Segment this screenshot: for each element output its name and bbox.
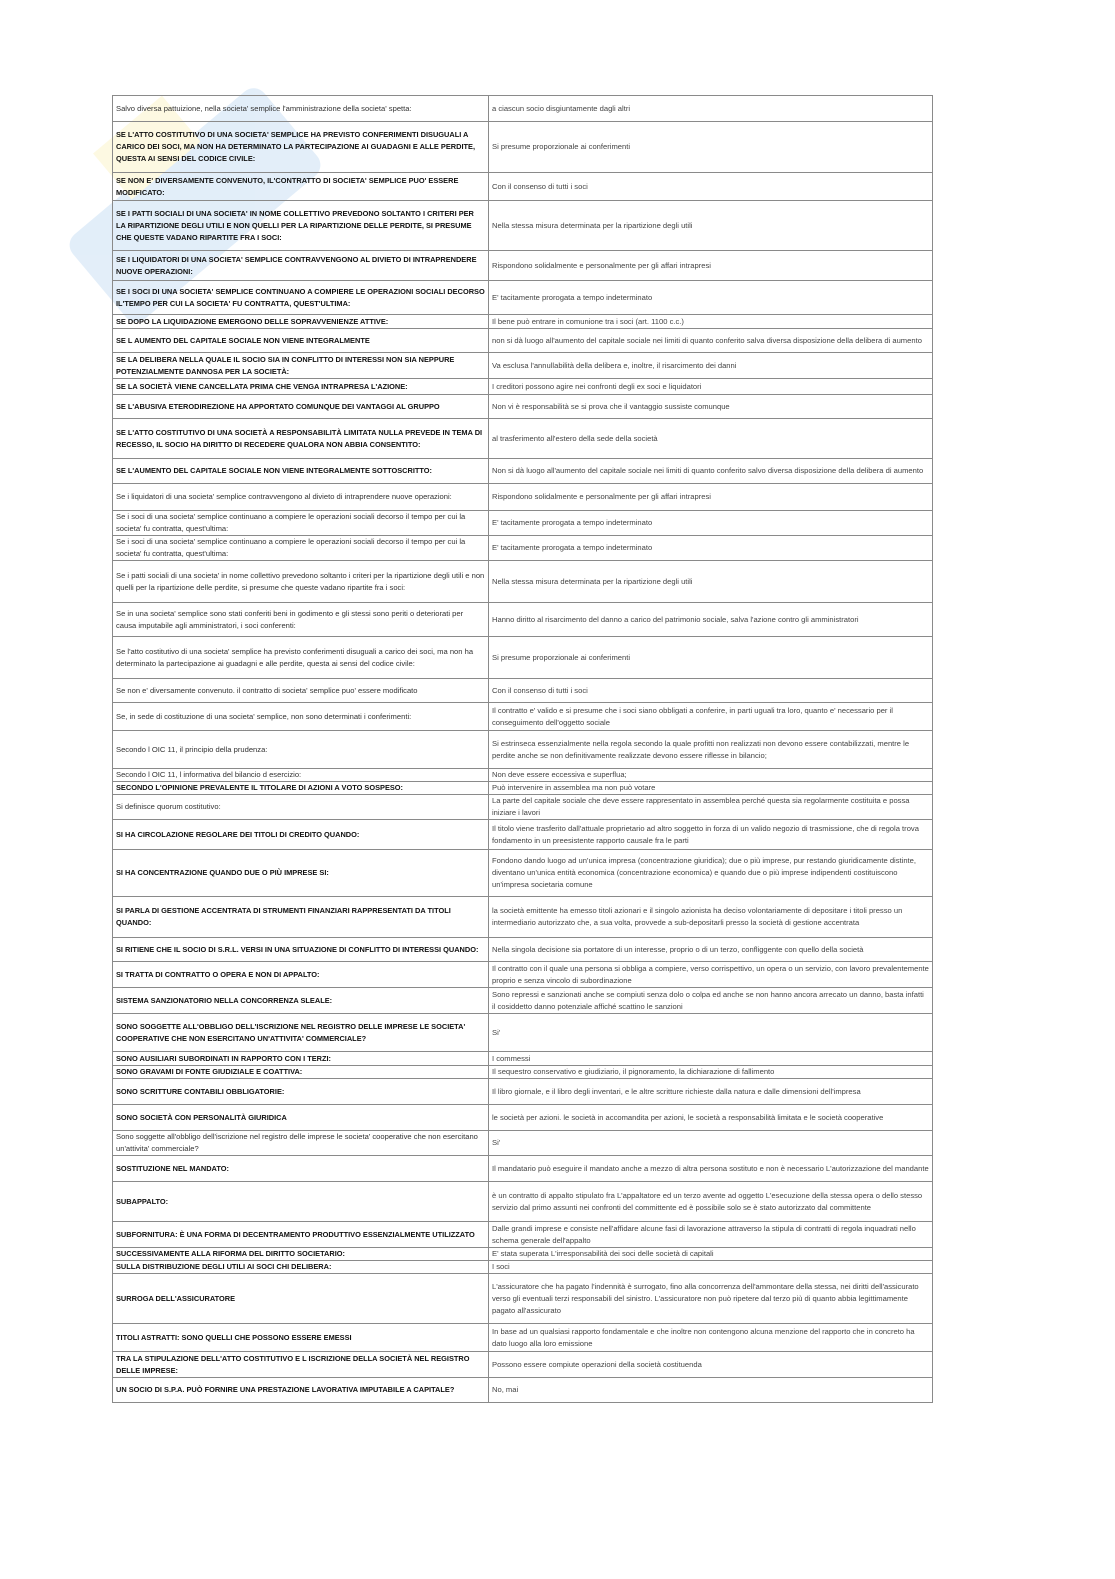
answer-cell: Nella stessa misura determinata per la ripartizione degli utili xyxy=(489,201,933,251)
question-cell: SE I PATTI SOCIALI DI UNA SOCIETA' IN NOME COLLETTIVO PREVEDONO SOLTANTO I CRITERI PER LA RIPARTIZIONE DEGLI UTILI E NON QUELLI PER LA RIPARTIZIONE DELLE PERDITE, SI PRESUME CHE QUESTE VADANO RIPARTITE FRA I SOCI: xyxy=(113,201,489,251)
answer-cell: Si presume proporzionale ai conferimenti xyxy=(489,122,933,173)
table-row xyxy=(113,850,933,897)
answer-cell: Rispondono solidalmente e personalmente per gli affari intrapresi xyxy=(489,251,933,281)
answer-cell: Non vi è responsabilità se si prova che il vantaggio sussiste comunque xyxy=(489,395,933,419)
answer-cell: In base ad un qualsiasi rapporto fondamentale e che inoltre non contengono alcuna menzione del rapporto che in concreto ha dato luogo alla loro emissione xyxy=(489,1324,933,1352)
table-row xyxy=(113,679,933,703)
question-cell: SE L'ABUSIVA ETERODIREZIONE HA APPORTATO COMUNQUE DEI VANTAGGI AL GRUPPO xyxy=(113,395,489,419)
question-cell: Si definisce quorum costitutivo: xyxy=(113,795,489,820)
answer-cell: E' tacitamente prorogata a tempo indeterminato xyxy=(489,536,933,561)
question-cell: SE L'AUMENTO DEL CAPITALE SOCIALE NON VIENE INTEGRALMENTE SOTTOSCRITTO: xyxy=(113,459,489,484)
answer-cell: le società per azioni. le società in accomandita per azioni, le società a responsabilità limitata e le società cooperative xyxy=(489,1105,933,1131)
answer-cell: La parte del capitale sociale che deve essere rappresentato in assemblea perché questa sia regolarmente costituita e possa iniziare i lavori xyxy=(489,795,933,820)
table-row xyxy=(113,1079,933,1105)
answer-cell: L'assicuratore che ha pagato l'indennità è surrogato, fino alla concorrenza dell'ammontare della stessa, nei diritti dell'assicurato verso gli eventuali terzi responsabili del sinistro. L'assicuratore non può ripetere dal terzo più di quanto abbia legittimamente pagato all'assicurato xyxy=(489,1274,933,1324)
answer-cell: Non si dà luogo all'aumento del capitale sociale nei limiti di quanto conferito salvo diversa disposizione della delibera di aumento xyxy=(489,459,933,484)
table-row xyxy=(113,1324,933,1352)
table-row xyxy=(113,419,933,459)
table-row xyxy=(113,379,933,395)
question-cell: SE L'ATTO COSTITUTIVO DI UNA SOCIETÀ A RESPONSABILITÀ LIMITATA NULLA PREVEDE IN TEMA DI RECESSO, IL SOCIO HA DIRITTO DI RECEDERE QUALORA NON ABBIA CONSENTITO: xyxy=(113,419,489,459)
question-cell: Se in una societa' semplice sono stati conferiti beni in godimento e gli stessi sono periti o deteriorati per causa imputabile agli amministratori, i soci conferenti: xyxy=(113,603,489,637)
answer-cell: I commessi xyxy=(489,1052,933,1066)
table-row xyxy=(113,122,933,173)
answer-cell: a ciascun socio disgiuntamente dagli altri xyxy=(489,96,933,122)
table-row xyxy=(113,511,933,536)
answer-cell: Con il consenso di tutti i soci xyxy=(489,679,933,703)
question-cell: SONO SOCIETÀ CON PERSONALITÀ GIURIDICA xyxy=(113,1105,489,1131)
table-row xyxy=(113,1052,933,1066)
table-row xyxy=(113,769,933,782)
table-row xyxy=(113,603,933,637)
question-cell: SE L'ATTO COSTITUTIVO DI UNA SOCIETA' SEMPLICE HA PREVISTO CONFERIMENTI DISUGUALI A CARICO DEI SOCI, MA NON HA DETERMINATO LA PARTECIPAZIONE AI GUADAGNI E ALLE PERDITE, QUESTA AI SENSI DEL CODICE CIVILE: xyxy=(113,122,489,173)
qa-table-body xyxy=(113,96,933,1403)
table-row xyxy=(113,1105,933,1131)
answer-cell: la società emittente ha emesso titoli azionari e il singolo azionista ha deciso volontariamente di depositare i titoli presso un intermediario autorizzato che, a sua volta, provvede a sub-depositarli presso la società di gestione accentrata xyxy=(489,897,933,938)
answer-cell: Il bene può entrare in comunione tra i soci (art. 1100 c.c.) xyxy=(489,315,933,329)
table-row xyxy=(113,988,933,1014)
table-row xyxy=(113,281,933,315)
table-row xyxy=(113,897,933,938)
question-cell: SURROGA DELL'ASSICURATORE xyxy=(113,1274,489,1324)
answer-cell: E' stata superata L'irresponsabilità dei soci delle società di capitali xyxy=(489,1248,933,1261)
table-row xyxy=(113,1248,933,1261)
question-cell: SE LA DELIBERA NELLA QUALE IL SOCIO SIA IN CONFLITTO DI INTERESSI NON SIA NEPPURE POTENZIALMENTE DANNOSA PER LA SOCIETÀ: xyxy=(113,353,489,379)
answer-cell: Va esclusa l'annullabilità della delibera e, inoltre, il risarcimento dei danni xyxy=(489,353,933,379)
answer-cell: I soci xyxy=(489,1261,933,1274)
table-row xyxy=(113,962,933,988)
table-row xyxy=(113,329,933,353)
table-row xyxy=(113,1378,933,1403)
answer-cell: al trasferimento all'estero della sede della società xyxy=(489,419,933,459)
answer-cell: Il sequestro conservativo e giudiziario, il pignoramento, la dichiarazione di fallimento xyxy=(489,1066,933,1079)
answer-cell: Fondono dando luogo ad un'unica impresa (concentrazione giuridica); due o più imprese, pur restando giuridicamente distinte, diventano un'unica entità economica (concentrazione economica) e quando due o più imprese indipendenti costituiscono un'impresa societaria comune xyxy=(489,850,933,897)
table-row xyxy=(113,96,933,122)
question-cell: SI RITIENE CHE IL SOCIO DI S.R.L. VERSI IN UNA SITUAZIONE DI CONFLITTO DI INTERESSI QUANDO: xyxy=(113,938,489,962)
question-cell: Se i patti sociali di una societa' in nome collettivo prevedono soltanto i criteri per la ripartizione degli utili e non quelli per la ripartizione delle perdite, si presume che queste vadano ripartite fra i soci: xyxy=(113,561,489,603)
table-row xyxy=(113,173,933,201)
table-row xyxy=(113,820,933,850)
question-cell: Se non e' diversamente convenuto. il contratto di societa' semplice puo' essere modificato xyxy=(113,679,489,703)
question-cell: SONO GRAVAMI DI FONTE GIUDIZIALE E COATTIVA: xyxy=(113,1066,489,1079)
question-cell: UN SOCIO DI S.P.A. PUÒ FORNIRE UNA PRESTAZIONE LAVORATIVA IMPUTABILE A CAPITALE? xyxy=(113,1378,489,1403)
table-row xyxy=(113,1182,933,1222)
question-cell: Sono soggette all'obbligo dell'iscrizione nel registro delle imprese le societa' cooperative che non esercitano un'attivita' commerciale? xyxy=(113,1131,489,1156)
question-cell: Salvo diversa pattuizione, nella societa' semplice l'amministrazione della societa' spetta: xyxy=(113,96,489,122)
table-row xyxy=(113,315,933,329)
table-row xyxy=(113,1131,933,1156)
answer-cell: Il titolo viene trasferito dall'attuale proprietario ad altro soggetto in forza di un valido negozio di trasmissione, che di regola trova fondamento in un preesistente rapporto causale fra le parti xyxy=(489,820,933,850)
table-row xyxy=(113,637,933,679)
table-row xyxy=(113,795,933,820)
answer-cell: Rispondono solidalmente e personalmente per gli affari intrapresi xyxy=(489,484,933,511)
answer-cell: Si presume proporzionale ai conferimenti xyxy=(489,637,933,679)
qa-table xyxy=(112,95,933,1403)
question-cell: SONO AUSILIARI SUBORDINATI IN RAPPORTO CON I TERZI: xyxy=(113,1052,489,1066)
answer-cell: non si dà luogo all'aumento del capitale sociale nei limiti di quanto conferito salva diversa disposizione della delibera di aumento xyxy=(489,329,933,353)
question-cell: TRA LA STIPULAZIONE DELL'ATTO COSTITUTIVO E L ISCRIZIONE DELLA SOCIETÀ NEL REGISTRO DELLE IMPRESE: xyxy=(113,1352,489,1378)
question-cell: Se i soci di una societa' semplice continuano a compiere le operazioni sociali decorso il tempo per cui la societa' fu contratta, quest'ultima: xyxy=(113,511,489,536)
table-row xyxy=(113,561,933,603)
table-row xyxy=(113,459,933,484)
question-cell: SI HA CONCENTRAZIONE QUANDO DUE O PIÙ IMPRESE SI: xyxy=(113,850,489,897)
table-row xyxy=(113,782,933,795)
question-cell: Se l'atto costitutivo di una societa' semplice ha previsto conferimenti disuguali a carico dei soci, ma non ha determinato la partecipazione ai guadagni e alle perdite, questa ai sensi del codice civile: xyxy=(113,637,489,679)
question-cell: TITOLI ASTRATTI: SONO QUELLI CHE POSSONO ESSERE EMESSI xyxy=(113,1324,489,1352)
table-row xyxy=(113,353,933,379)
answer-cell: Nella stessa misura determinata per la ripartizione degli utili xyxy=(489,561,933,603)
answer-cell: Si estrinseca essenzialmente nella regola secondo la quale profitti non realizzati non devono essere contabilizzati, mentre le perdite anche se non definitivamente realizzate devono essere riflesse in bilancio; xyxy=(489,731,933,769)
question-cell: SOSTITUZIONE NEL MANDATO: xyxy=(113,1156,489,1182)
answer-cell: Il contratto con il quale una persona si obbliga a compiere, verso corrispettivo, un opera o un servizio, con lavoro prevalentemente proprio e senza vincolo di subordinazione xyxy=(489,962,933,988)
answer-cell: Possono essere compiute operazioni della società costituenda xyxy=(489,1352,933,1378)
question-cell: SI TRATTA DI CONTRATTO O OPERA E NON DI APPALTO: xyxy=(113,962,489,988)
answer-cell: Si' xyxy=(489,1131,933,1156)
table-row xyxy=(113,1352,933,1378)
question-cell: SUBAPPALTO: xyxy=(113,1182,489,1222)
answer-cell: E' tacitamente prorogata a tempo indeterminato xyxy=(489,511,933,536)
question-cell: Se, in sede di costituzione di una societa' semplice, non sono determinati i conferimenti: xyxy=(113,703,489,731)
question-cell: SUCCESSIVAMENTE ALLA RIFORMA DEL DIRITTO SOCIETARIO: xyxy=(113,1248,489,1261)
table-row xyxy=(113,201,933,251)
table-row xyxy=(113,1261,933,1274)
question-cell: Secondo l OIC 11, il principio della prudenza: xyxy=(113,731,489,769)
table-row xyxy=(113,536,933,561)
question-cell: SECONDO L'OPINIONE PREVALENTE IL TITOLARE DI AZIONI A VOTO SOSPESO: xyxy=(113,782,489,795)
question-cell: Se i soci di una societa' semplice continuano a compiere le operazioni sociali decorso il tempo per cui la societa' fu contratta, quest'ultima: xyxy=(113,536,489,561)
question-cell: SE DOPO LA LIQUIDAZIONE EMERGONO DELLE SOPRAVVENIENZE ATTIVE: xyxy=(113,315,489,329)
question-cell: SULLA DISTRIBUZIONE DEGLI UTILI AI SOCI CHI DELIBERA: xyxy=(113,1261,489,1274)
question-cell: SI PARLA DI GESTIONE ACCENTRATA DI STRUMENTI FINANZIARI RAPPRESENTATI DA TITOLI QUANDO: xyxy=(113,897,489,938)
question-cell: SE NON E' DIVERSAMENTE CONVENUTO, IL'CONTRATTO DI SOCIETA' SEMPLICE PUO' ESSERE MODIFICATO: xyxy=(113,173,489,201)
answer-cell: E' tacitamente prorogata a tempo indeterminato xyxy=(489,281,933,315)
answer-cell: Hanno diritto al risarcimento del danno a carico del patrimonio sociale, salva l'azione contro gli amministratori xyxy=(489,603,933,637)
question-cell: SE I SOCI DI UNA SOCIETA' SEMPLICE CONTINUANO A COMPIERE LE OPERAZIONI SOCIALI DECORSO IL'TEMPO PER CUI LA SOCIETA' FU CONTRATTA, QUEST'ULTIMA: xyxy=(113,281,489,315)
table-row xyxy=(113,395,933,419)
answer-cell: Sono repressi e sanzionati anche se compiuti senza dolo o colpa ed anche se non hanno ancora arrecato un danno, basta infatti il cosiddetto danno potenziale affiché scattino le sanzioni xyxy=(489,988,933,1014)
table-row xyxy=(113,1066,933,1079)
question-cell: SUBFORNITURA: È UNA FORMA DI DECENTRAMENTO PRODUTTIVO ESSENZIALMENTE UTILIZZATO xyxy=(113,1222,489,1248)
table-row xyxy=(113,1014,933,1052)
question-cell: Secondo l OIC 11, l informativa del bilancio d esercizio: xyxy=(113,769,489,782)
answer-cell: Il mandatario può eseguire il mandato anche a mezzo di altra persona sostituto e non è necessario L'autorizzazione del mandante xyxy=(489,1156,933,1182)
question-cell: SISTEMA SANZIONATORIO NELLA CONCORRENZA SLEALE: xyxy=(113,988,489,1014)
table-row xyxy=(113,703,933,731)
table-row xyxy=(113,1274,933,1324)
table-row xyxy=(113,484,933,511)
question-cell: Se i liquidatori di una societa' semplice contravvengono al divieto di intraprendere nuove operazioni: xyxy=(113,484,489,511)
answer-cell: Con il consenso di tutti i soci xyxy=(489,173,933,201)
answer-cell: I creditori possono agire nei confronti degli ex soci e liquidatori xyxy=(489,379,933,395)
question-cell: SE L AUMENTO DEL CAPITALE SOCIALE NON VIENE INTEGRALMENTE xyxy=(113,329,489,353)
table-row xyxy=(113,1156,933,1182)
answer-cell: No, mai xyxy=(489,1378,933,1403)
table-row xyxy=(113,731,933,769)
table-row xyxy=(113,251,933,281)
question-cell: SONO SCRITTURE CONTABILI OBBLIGATORIE: xyxy=(113,1079,489,1105)
answer-cell: Si' xyxy=(489,1014,933,1052)
answer-cell: è un contratto di appalto stipulato fra L'appaltatore ed un terzo avente ad oggetto L'esecuzione della stessa opera o dello stesso servizio dal primo assunti nei confronti del committente ed è possibile solo se è stato autorizzato dal committente xyxy=(489,1182,933,1222)
table-row xyxy=(113,938,933,962)
question-cell: SONO SOGGETTE ALL'OBBLIGO DELL'ISCRIZIONE NEL REGISTRO DELLE IMPRESE LE SOCIETA' COOPERATIVE CHE NON ESERCITANO UN'ATTIVITA' COMMERCIALE? xyxy=(113,1014,489,1052)
question-cell: SE LA SOCIETÀ VIENE CANCELLATA PRIMA CHE VENGA INTRAPRESA L'AZIONE: xyxy=(113,379,489,395)
answer-cell: Il contratto e' valido e si presume che i soci siano obbligati a conferire, in parti uguali tra loro, quanto e' necessario per il conseguimento dell'oggetto sociale xyxy=(489,703,933,731)
question-cell: SI HA CIRCOLAZIONE REGOLARE DEI TITOLI DI CREDITO QUANDO: xyxy=(113,820,489,850)
answer-cell: Può intervenire in assemblea ma non può votare xyxy=(489,782,933,795)
table-row xyxy=(113,1222,933,1248)
answer-cell: Non deve essere eccessiva e superflua; xyxy=(489,769,933,782)
question-cell: SE I LIQUIDATORI DI UNA SOCIETA' SEMPLICE CONTRAVVENGONO AL DIVIETO DI INTRAPRENDERE NUOVE OPERAZIONI: xyxy=(113,251,489,281)
answer-cell: Dalle grandi imprese e consiste nell'affidare alcune fasi di lavorazione attraverso la stipula di contratti di regola inquadrati nello schema generale dell'appalto xyxy=(489,1222,933,1248)
answer-cell: Il libro giornale, e il libro degli inventari, e le altre scritture richieste dalla natura e dalle dimensioni dell'impresa xyxy=(489,1079,933,1105)
answer-cell: Nella singola decisione sia portatore di un interesse, proprio o di un terzo, confliggente con quello della società xyxy=(489,938,933,962)
